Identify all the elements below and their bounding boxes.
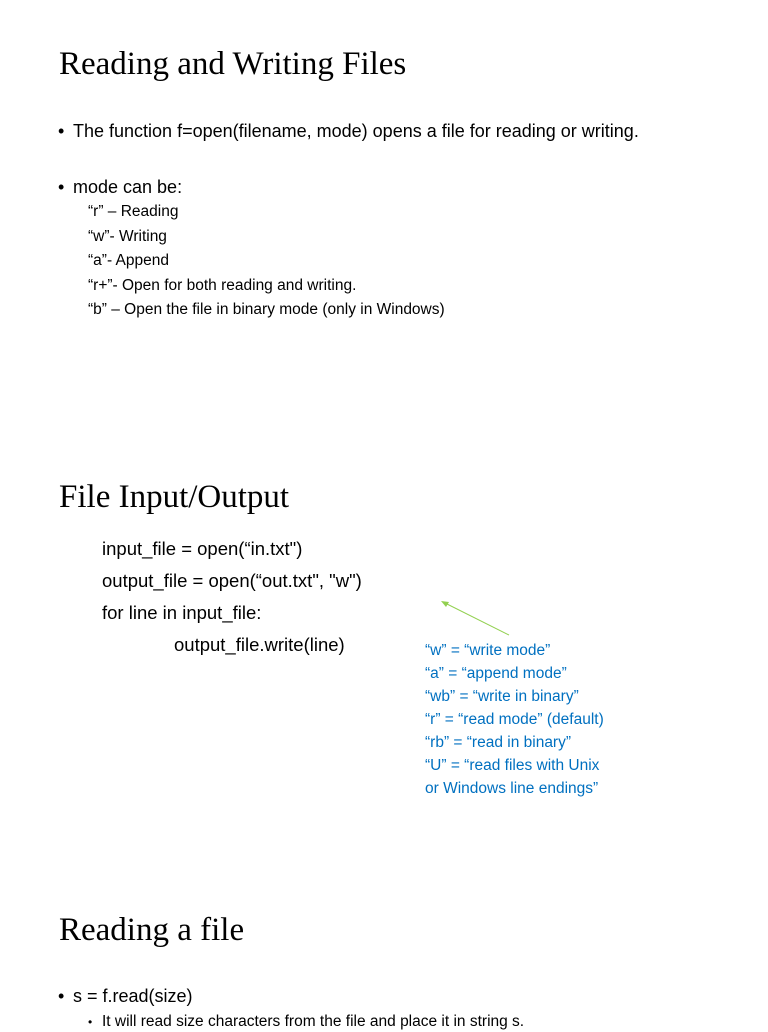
mode-item-r: “r” – Reading [88, 203, 179, 220]
note-wb-mode: “wb” = “write in binary” [425, 688, 579, 705]
mode-item-r-plus: “r+”- Open for both reading and writing. [88, 277, 357, 294]
arrow-shaft [443, 602, 509, 635]
slide-title-file-input-output: File Input/Output [59, 479, 290, 515]
slide-title-reading-a-file: Reading a file [59, 912, 245, 948]
note-w-mode: “w” = “write mode” [425, 642, 551, 659]
slide-title-reading-writing-files: Reading and Writing Files [59, 46, 407, 82]
note-a-mode: “a” = “append mode” [425, 665, 567, 682]
code-line-for-loop: for line in input_file: [102, 602, 262, 623]
mode-item-a: “a”- Append [88, 252, 169, 269]
bullet-text: mode can be: [73, 177, 183, 197]
bullet-text: s = f.read(size) [73, 986, 193, 1006]
code-line-output-file: output_file = open(“out.txt", "w") [102, 570, 362, 591]
bullet-dot: • [58, 177, 65, 197]
bullet-dot: • [88, 1015, 93, 1029]
bullet-dot: • [58, 121, 65, 141]
bullet-text: It will read size characters from the file and place it in string s. [102, 1013, 525, 1030]
arrow-head [441, 601, 449, 607]
note-u-mode-continued: or Windows line endings” [425, 780, 599, 797]
note-rb-mode: “rb” = “read in binary” [425, 734, 572, 751]
mode-item-b: “b” – Open the file in binary mode (only in Windows) [88, 301, 445, 318]
code-line-write: output_file.write(line) [174, 634, 345, 655]
note-u-mode: “U” = “read files with Unix [425, 757, 600, 774]
bullet-dot: • [58, 986, 65, 1006]
mode-item-w: “w”- Writing [88, 228, 167, 245]
sub-bullet-read-size [88, 1012, 524, 1032]
note-r-mode: “r” = “read mode” (default) [425, 711, 604, 728]
code-line-input-file: input_file = open(“in.txt") [102, 538, 303, 559]
bullet-text: The function f=open(filename, mode) opens a file for reading or writing. [73, 121, 639, 141]
bullet-f-read [58, 984, 678, 1008]
